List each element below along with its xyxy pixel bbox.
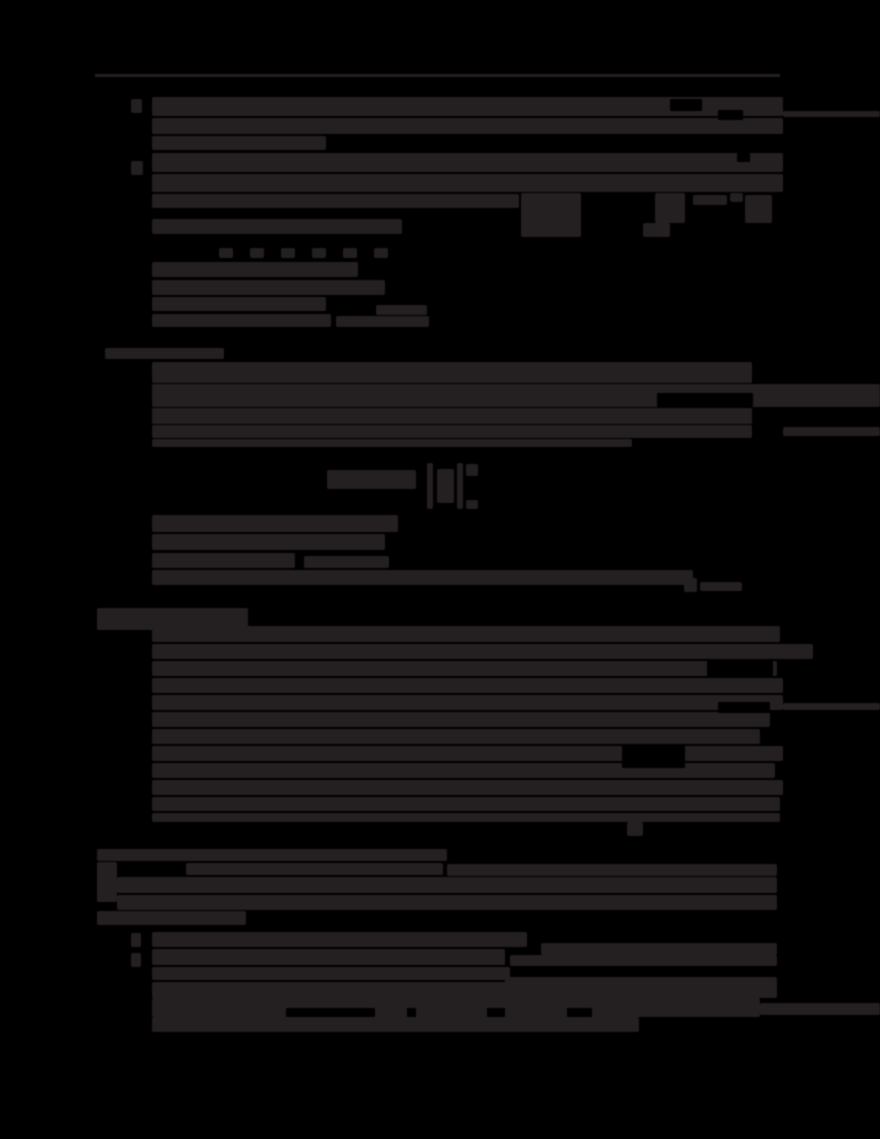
bottom-paragraph-line-4 xyxy=(97,911,246,925)
final-block-overflow xyxy=(760,1003,880,1015)
list-item-4-line-3 xyxy=(152,194,519,208)
dense-paragraph-row-5 xyxy=(152,695,783,710)
paragraph-1-line-4 xyxy=(152,425,752,438)
dense-paragraph-row-8 xyxy=(152,746,783,761)
fraction-block xyxy=(521,193,581,237)
list-item-3-marker xyxy=(131,99,142,113)
list-item-4-line-2 xyxy=(152,174,783,192)
paragraph-1-overflow xyxy=(783,427,880,436)
word-gap xyxy=(657,393,753,407)
math-fragment-5 xyxy=(643,223,670,237)
word-gap xyxy=(670,99,702,111)
list-item-4-line-4 xyxy=(152,219,402,234)
bottom-section-heading xyxy=(97,849,447,861)
word-gap xyxy=(567,1008,592,1017)
matrix-bracket-left xyxy=(427,463,433,509)
list-item-4-line-6 xyxy=(152,280,385,295)
inline-symbol-5 xyxy=(343,248,357,258)
inline-symbol-4 xyxy=(312,248,326,258)
inline-symbol-1 xyxy=(219,248,233,258)
bottom-paragraph-line-3 xyxy=(117,895,777,910)
inline-symbol-3 xyxy=(281,248,295,258)
math-fragment-7 xyxy=(336,316,429,327)
bottom-list-line-1-tail xyxy=(541,943,777,955)
post-equation-fragment-1 xyxy=(304,556,389,568)
post-equation-step xyxy=(684,578,697,592)
bottom-paragraph-line-1b xyxy=(447,864,777,876)
post-equation-line-4 xyxy=(152,570,693,585)
bottom-left-glyph-blob xyxy=(97,862,117,902)
top-rule xyxy=(95,74,780,77)
dense-paragraph-row-2 xyxy=(152,644,813,659)
word-gap xyxy=(737,153,750,162)
dense-paragraph-overflow xyxy=(783,703,880,710)
word-gap xyxy=(707,661,773,676)
list-item-3-line-1-tail xyxy=(783,111,880,117)
section-heading-1 xyxy=(105,348,224,359)
dense-paragraph-row-6 xyxy=(152,712,770,727)
dense-paragraph-row-12 xyxy=(152,813,780,822)
paragraph-1-line-1 xyxy=(152,362,752,383)
list-item-3-line-2 xyxy=(152,118,783,134)
dense-paragraph-descender xyxy=(627,822,643,836)
word-gap xyxy=(718,702,770,713)
word-gap xyxy=(622,746,685,768)
word-gap xyxy=(487,1008,505,1017)
list-item-4-line-7 xyxy=(152,297,326,311)
paragraph-1-line-3 xyxy=(152,408,752,424)
matrix-bracket-right xyxy=(457,463,463,509)
list-item-4-line-5 xyxy=(152,262,358,277)
post-equation-line-2 xyxy=(152,534,385,550)
math-fragment-6 xyxy=(376,305,427,315)
dense-paragraph-row-1 xyxy=(152,626,780,642)
inline-symbol-2 xyxy=(250,248,264,258)
matrix-subscript xyxy=(466,500,478,509)
final-block-row-1 xyxy=(152,998,760,1017)
word-gap xyxy=(760,729,783,745)
dense-paragraph-row-10 xyxy=(152,780,783,795)
bottom-list-marker-2 xyxy=(131,953,141,967)
bottom-paragraph-line-2 xyxy=(117,877,777,893)
inline-symbol-6 xyxy=(374,248,388,258)
list-item-4-line-1 xyxy=(152,153,783,172)
equation-lhs xyxy=(327,470,416,489)
bottom-list-marker-1 xyxy=(131,933,141,947)
math-fragment-3 xyxy=(730,193,743,202)
bottom-list-line-2-tail xyxy=(510,955,777,966)
bottom-list-line-4 xyxy=(152,982,777,998)
list-item-4-marker xyxy=(131,161,143,175)
list-item-4-line-8 xyxy=(152,314,331,327)
final-block-row-2 xyxy=(152,1017,639,1032)
bottom-list-line-2 xyxy=(152,949,505,965)
bottom-list-line-1 xyxy=(152,932,527,947)
bottom-list-line-3 xyxy=(152,967,510,980)
dense-paragraph-row-4 xyxy=(152,678,783,693)
word-gap xyxy=(286,1008,375,1017)
math-fragment-2 xyxy=(693,195,727,205)
bottom-paragraph-line-1a xyxy=(186,863,443,875)
matrix-superscript xyxy=(466,464,478,476)
dense-paragraph-row-3 xyxy=(152,661,777,676)
post-equation-line-1 xyxy=(152,515,398,532)
paragraph-1-line-5 xyxy=(152,439,632,447)
word-gap xyxy=(407,1008,416,1017)
math-fragment-4 xyxy=(745,195,772,223)
paragraph-1-line-2 xyxy=(152,384,880,407)
word-gap xyxy=(718,110,743,120)
list-item-3-line-3 xyxy=(152,136,326,150)
dense-paragraph-row-7 xyxy=(152,729,760,744)
dense-paragraph-row-11 xyxy=(152,797,780,811)
math-fragment-1 xyxy=(655,193,685,223)
post-equation-line-3 xyxy=(152,553,295,568)
post-equation-fragment-2 xyxy=(700,582,742,591)
matrix-body xyxy=(437,469,454,503)
